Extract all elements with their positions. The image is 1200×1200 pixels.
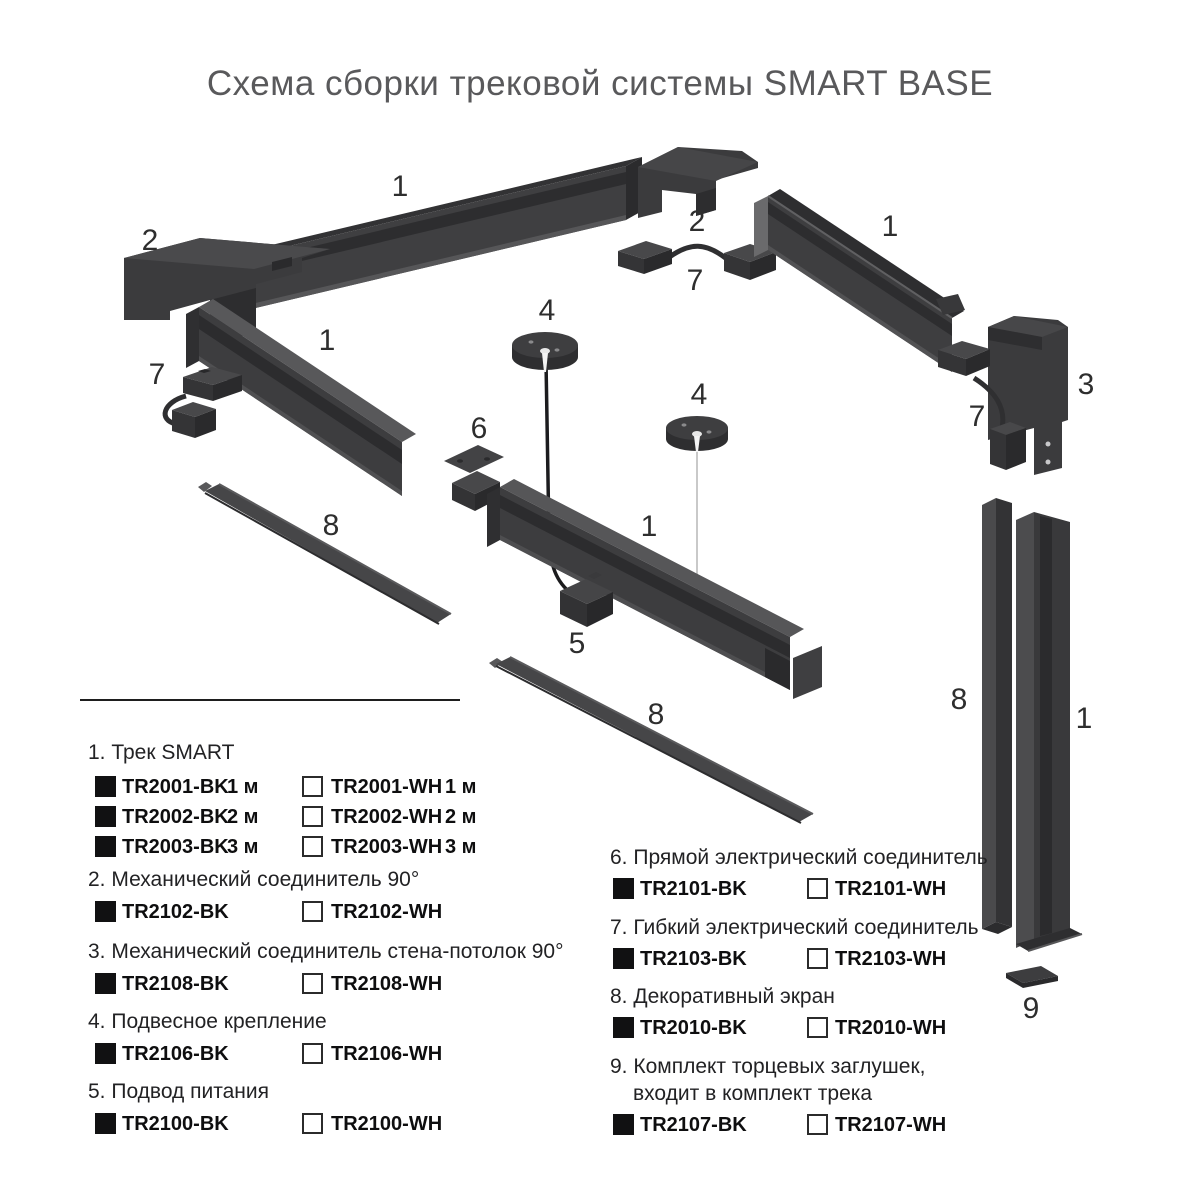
white-swatch: [807, 1114, 828, 1135]
legend-row: [610, 1114, 1090, 1138]
part-label-6: 6: [470, 412, 488, 445]
part-label-8a: 8: [322, 509, 340, 542]
size-wh: 1 м: [445, 776, 477, 798]
part-label-9: 9: [1022, 992, 1040, 1025]
code-wh: TR2001-WH: [331, 776, 443, 798]
code-bk: TR2001-BK: [122, 776, 229, 798]
white-swatch: [807, 948, 828, 969]
black-swatch: [95, 1043, 116, 1064]
white-swatch: [807, 878, 828, 899]
flex-connector-left: [165, 367, 242, 438]
code-wh: TR2003-WH: [331, 836, 443, 858]
black-swatch: [613, 948, 634, 969]
part-label-7b: 7: [968, 400, 986, 433]
size-bk: 3 м: [227, 836, 259, 858]
part-label-1e: 1: [1075, 702, 1093, 735]
legend-row: [88, 776, 568, 800]
legend-heading-wall-ceiling: 3. Механический соединитель стена-потолок 90°: [88, 940, 564, 963]
white-swatch: [302, 836, 323, 857]
legend-row: [610, 878, 1090, 902]
part-label-8c: 8: [950, 683, 968, 716]
legend-heading-screen: 8. Декоративный экран: [610, 985, 835, 1008]
black-swatch: [613, 1114, 634, 1135]
code-bk: TR2101-BK: [640, 878, 747, 900]
part-label-2: 2: [141, 224, 159, 257]
part-label-1: 1: [391, 170, 409, 203]
code-wh: TR2010-WH: [835, 1017, 947, 1039]
legend-row: [88, 806, 568, 830]
code-wh: TR2108-WH: [331, 973, 443, 995]
code-wh: TR2103-WH: [835, 948, 947, 970]
black-swatch: [95, 973, 116, 994]
white-swatch: [302, 776, 323, 797]
code-bk: TR2003-BK: [122, 836, 229, 858]
part-label-1b: 1: [881, 210, 899, 243]
legend-heading-flex-connector: 7. Гибкий электрический соединитель: [610, 916, 979, 939]
page-title: Схема сборки трековой системы SMART BASE: [206, 64, 994, 103]
code-bk: TR2108-BK: [122, 973, 229, 995]
size-wh: 3 м: [445, 836, 477, 858]
code-wh: TR2107-WH: [835, 1114, 947, 1136]
legend-row: [88, 1113, 568, 1137]
part-label-4b: 4: [690, 378, 708, 411]
code-wh: TR2100-WH: [331, 1113, 443, 1135]
part-label-5: 5: [568, 627, 586, 660]
track-smart-top-right: [754, 189, 965, 372]
part-label-2b: 2: [688, 205, 706, 238]
part-label-3: 3: [1077, 368, 1095, 401]
part-label-1d: 1: [640, 510, 658, 543]
legend-heading-straight-connector: 6. Прямой электрический соединитель: [610, 846, 988, 869]
code-bk: TR2103-BK: [640, 948, 747, 970]
white-swatch: [302, 1113, 323, 1134]
size-bk: 2 м: [227, 806, 259, 828]
legend-heading-end-caps: 9. Комплект торцевых заглушек,: [610, 1055, 926, 1078]
black-swatch: [613, 1017, 634, 1038]
part-label-7a: 7: [686, 264, 704, 297]
white-swatch: [302, 901, 323, 922]
code-bk: TR2107-BK: [640, 1114, 747, 1136]
white-swatch: [302, 806, 323, 827]
black-swatch: [613, 878, 634, 899]
code-wh: TR2106-WH: [331, 1043, 443, 1065]
legend-heading-pendant: 4. Подвесное крепление: [88, 1010, 327, 1033]
part-label-4a: 4: [538, 294, 556, 327]
legend-row: [88, 836, 568, 860]
track-smart-top-left: [233, 157, 642, 318]
legend-heading-power-feed: 5. Подвод питания: [88, 1080, 270, 1103]
legend-row: [88, 901, 568, 925]
black-swatch: [95, 806, 116, 827]
part-label-8b: 8: [647, 698, 665, 731]
legend-row: [88, 1043, 568, 1067]
legend-row: [610, 948, 1090, 972]
legend-heading-mech-connector: 2. Механический соединитель 90°: [88, 868, 420, 891]
code-bk: TR2106-BK: [122, 1043, 229, 1065]
code-wh: TR2102-WH: [331, 901, 443, 923]
code-bk: TR2102-BK: [122, 901, 229, 923]
black-swatch: [95, 776, 116, 797]
white-swatch: [302, 1043, 323, 1064]
white-swatch: [302, 973, 323, 994]
code-bk: TR2002-BK: [122, 806, 229, 828]
legend-heading-end-caps-line2: входит в комплект трека: [633, 1082, 873, 1105]
part-label-1c: 1: [318, 324, 336, 357]
screen-left: [198, 482, 451, 624]
code-bk: TR2010-BK: [640, 1017, 747, 1039]
white-swatch: [807, 1017, 828, 1038]
legend-row: [88, 973, 568, 997]
black-swatch: [95, 1113, 116, 1134]
legend-heading-track: 1. Трек SMART: [88, 741, 235, 764]
code-bk: TR2100-BK: [122, 1113, 229, 1135]
code-wh: TR2101-WH: [835, 878, 947, 900]
legend-row: [610, 1017, 1090, 1041]
code-wh: TR2002-WH: [331, 806, 443, 828]
size-bk: 1 м: [227, 776, 259, 798]
black-swatch: [95, 901, 116, 922]
black-swatch: [95, 836, 116, 857]
part-label-7c: 7: [148, 358, 166, 391]
size-wh: 2 м: [445, 806, 477, 828]
